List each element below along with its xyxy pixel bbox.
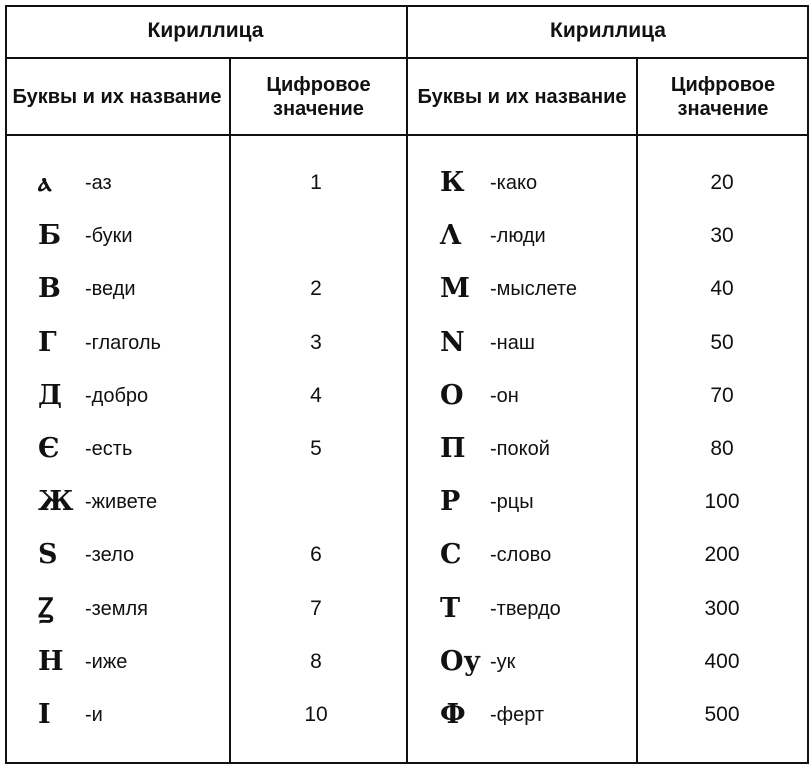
letter-glyph: Ꙁ <box>38 592 54 624</box>
letter-glyph: Ѕ <box>38 539 58 571</box>
numeric-value: 1 <box>310 171 322 194</box>
letter-name: -твердо <box>490 597 561 620</box>
letter-name: -како <box>490 172 538 194</box>
table-row <box>0 323 812 363</box>
numeric-value: 100 <box>704 490 740 514</box>
title-left: Кириллица <box>147 19 264 42</box>
numeric-value: 4 <box>310 383 322 407</box>
letter-name: -иже <box>85 650 128 673</box>
numeric-value: 20 <box>710 171 734 194</box>
letter-glyph: Г <box>38 326 57 358</box>
numeric-value: 70 <box>710 383 734 407</box>
letter-glyph: Ф <box>440 699 466 730</box>
table-row <box>0 642 812 682</box>
table-row <box>0 429 812 469</box>
letter-name: -живете <box>85 491 158 514</box>
numeric-value: 5 <box>310 437 322 460</box>
numeric-value: 30 <box>710 224 734 248</box>
table-row <box>0 376 812 416</box>
table-row <box>0 535 812 575</box>
letter-name: -есть <box>85 438 133 460</box>
letter-name: -покой <box>490 438 550 460</box>
letter-name: -рцы <box>490 491 534 514</box>
numeric-value: 10 <box>304 703 328 726</box>
letter-name: -он <box>490 384 519 407</box>
col-value-left: Цифровое значение <box>266 74 371 120</box>
letter-glyph: О <box>440 379 464 411</box>
letter-glyph: Р <box>440 486 461 518</box>
letter-name: -ук <box>490 650 516 673</box>
letter-glyph: В <box>38 273 61 305</box>
numeric-value: 200 <box>704 543 740 567</box>
col-letters-left: Буквы и их название <box>12 86 222 108</box>
letter-glyph: ⲁ <box>38 167 52 198</box>
letter-name: -наш <box>490 331 535 354</box>
title-right: Кириллица <box>550 19 666 42</box>
letter-name: -и <box>85 704 103 726</box>
letter-name: -глаголь <box>85 331 161 354</box>
letter-name: -земля <box>85 597 148 620</box>
numeric-value: 3 <box>310 330 322 354</box>
letter-glyph: Т <box>440 592 461 624</box>
letter-name: -аз <box>85 172 112 194</box>
letter-glyph: І <box>38 699 51 730</box>
numeric-value: 500 <box>704 703 740 726</box>
col-value-right: Цифровое значение <box>670 74 776 120</box>
letter-name: -ферт <box>490 704 545 726</box>
letter-glyph: С <box>440 539 462 571</box>
letter-glyph: Б <box>38 220 62 252</box>
numeric-value: 50 <box>710 330 734 354</box>
numeric-value: 8 <box>310 649 322 673</box>
letter-glyph: Λ <box>440 220 461 252</box>
letter-glyph: Оу <box>440 645 481 677</box>
numeric-value: 6 <box>310 543 322 567</box>
numeric-value: 400 <box>704 649 740 673</box>
letter-glyph: П <box>440 433 466 464</box>
table-row <box>0 216 812 256</box>
letter-glyph: К <box>440 167 465 198</box>
letter-name: -веди <box>85 278 136 301</box>
letter-name: -слово <box>490 544 552 567</box>
numeric-value: 7 <box>310 596 322 620</box>
numeric-value: 80 <box>710 437 734 460</box>
letter-name: -добро <box>85 384 149 407</box>
numeric-value: 40 <box>710 277 734 301</box>
numeric-value: 300 <box>704 596 740 620</box>
letter-glyph: Д <box>38 379 63 411</box>
letter-glyph: Ж <box>38 486 74 518</box>
col-letters-right: Буквы и их название <box>417 86 627 108</box>
numeric-value: 2 <box>310 277 322 301</box>
letter-name: -зело <box>85 544 135 567</box>
table-row <box>0 269 812 309</box>
letter-glyph: Н <box>38 645 64 677</box>
letter-glyph: Є <box>38 433 60 464</box>
table-row <box>0 163 812 203</box>
letter-name: -буки <box>85 225 133 248</box>
letter-glyph: N <box>440 326 465 358</box>
letter-name: -мыслете <box>490 278 577 301</box>
table-row <box>0 589 812 629</box>
letter-name: -люди <box>490 225 546 248</box>
table-row <box>0 482 812 522</box>
table-row <box>0 695 812 735</box>
letter-glyph: М <box>440 273 470 305</box>
